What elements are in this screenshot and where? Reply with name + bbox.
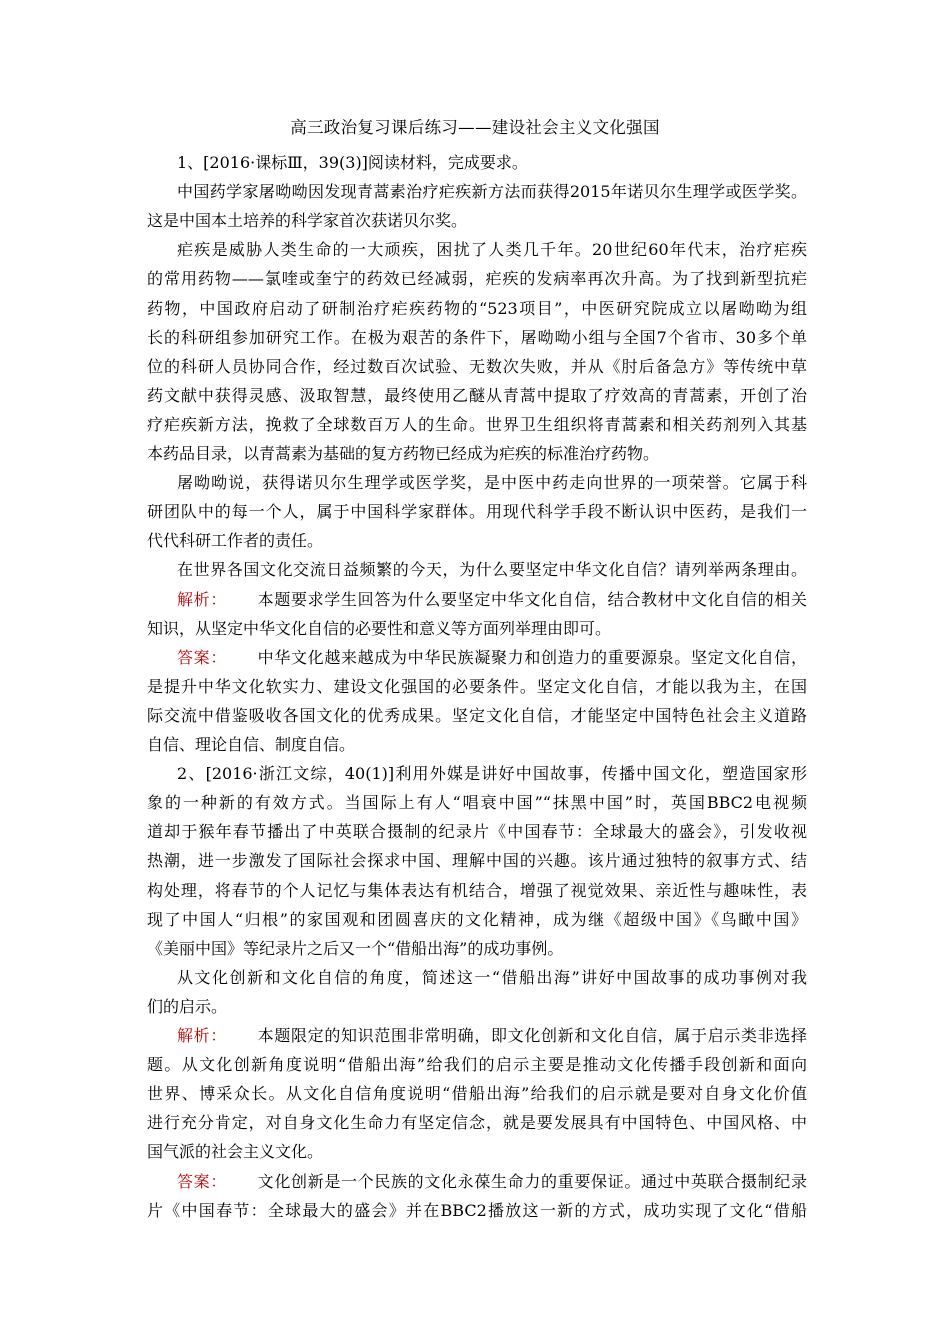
line-text: 本题限定的知识范围非常明确，即文化创新和文化自信，属于启示类非选择 [257,1026,807,1045]
text-line [177,148,807,177]
text-line [147,381,807,410]
text-line [147,1108,807,1137]
text-line [147,264,807,293]
line-text: 在世界各国文化交流日益频繁的今天，为什么要坚定中华文化自信？请列举两条理由。 [177,560,807,580]
line-text: 题。从文化创新角度说明“借船出海”给我们的启示主要是推动文化传播手段创新和面向 [147,1055,807,1075]
text-line [177,1021,807,1050]
text-line [147,701,807,730]
line-text: 文化创新是一个民族的文化永葆生命力的重要保证。通过中英联合摄制纪录 [257,1171,807,1191]
answer-label: 解析： [177,589,227,609]
line-text: 热潮，进一步激发了国际社会探求中国、理解中国的兴趣。该片通过独特的叙事方式、结 [147,851,807,871]
text-line [147,323,807,352]
text-line [147,672,807,701]
line-text: 的常用药物——氯喹或奎宁的药效已经减弱，疟疾的发病率再次升高。为了找到新型抗疟 [147,269,807,289]
line-text: 国气派的社会主义文化。 [147,1142,324,1162]
line-text: 这是中国本土培养的科学家首次获诺贝尔奖。 [147,211,468,231]
text-line [147,439,807,468]
text-line [147,934,807,963]
text-line [177,1167,807,1196]
text-line [147,497,807,526]
text-line [147,817,807,846]
text-line [147,905,807,934]
line-text: 是提升中华文化软实力、建设文化强国的必要条件。坚定文化自信，才能以我为主，在国 [147,676,807,696]
line-text: 知识，从坚定中华文化自信的必要性和意义等方面列举理由即可。 [147,618,612,638]
text-line [177,468,807,497]
text-line [177,177,807,206]
text-line [147,410,807,439]
text-line [147,352,807,381]
text-line [177,643,807,672]
line-text: 本药品目录，以青蒿素为基础的复方药物已经成为疟疾的标准治疗药物。 [147,444,660,463]
line-text: 屠呦呦说，获得诺贝尔生理学或医学奖，是中医中药走向世界的一项荣誉。它属于科 [177,473,807,493]
text-line [177,555,807,584]
answer-label: 答案： [177,1171,227,1191]
text-line [177,235,807,264]
line-text: 长的科研组参加研究工作。在极为艰苦的条件下，屠呦呦小组与全国7个省市、30多个单 [147,327,807,347]
line-text: 构处理，将春节的个人记忆与集体表达有机结合，增强了视觉效果、亲近性与趣味性，表 [147,880,807,900]
answer-label: 答案： [177,647,227,667]
line-text: 代代科研工作者的责任。 [147,531,324,551]
text-line [147,876,807,905]
line-text: 从文化创新和文化自信的角度，简述这一“借船出海”讲好中国故事的成功事例对我 [177,967,807,987]
line-text: 药文献中获得灵感、汲取智慧，最终使用乙醚从青蒿中提取了疗效高的青蒿素，开创了治 [147,385,807,405]
line-text: 世界、博采众长。从文化自信角度说明“借船出海”给我们的启示就是要对自身文化价值 [147,1084,807,1104]
text-line [147,526,807,555]
line-text: 际交流中借鉴吸收各国文化的优秀成果。坚定文化自信，才能坚定中国特色社会主义道路 [147,705,807,725]
line-text: 进行充分肯定，对自身文化生命力有坚定信念，就是要发展具有中国特色、中国风格、中 [147,1113,807,1133]
text-line [147,614,807,643]
line-text: 疟疾是威胁人类生命的一大顽疾，困扰了人类几千年。20世纪60年代末，治疗疟疾 [177,240,807,260]
text-line [147,294,807,323]
line-text: 2、[2016·浙江文综，40(1)]利用外媒是讲好中国故事，传播中国文化，塑造国家形 [177,764,807,784]
line-text: 研团队中的每一个人，属于中国科学家群体。用现代科学手段不断认识中医药，是我们一 [147,502,807,522]
line-text: 1、[2016·课标Ⅲ，39(3)]阅读材料，完成要求。 [177,153,528,172]
line-text: 药物，中国政府启动了研制治疗疟疾药物的“523项目”，中医研究院成立以屠呦呦为组 [147,298,807,318]
line-text: 位的科研人员协同合作，经过数百次试验、无数次失败，并从《肘后备急方》等传统中草 [147,356,807,376]
line-text: 道却于猴年春节播出了中英联合摄制的纪录片《中国春节：全球最大的盛会》，引发收视 [147,822,807,842]
line-text: 《美丽中国》等纪录片之后又一个“借船出海”的成功事例。 [147,938,564,958]
line-text: 疗疟疾新方法，挽救了全球数百万人的生命。世界卫生组织将青蒿素和相关药剂列入其基 [147,414,807,434]
line-text: 中国药学家屠呦呦因发现青蒿素治疗疟疾新方法而获得2015年诺贝尔生理学或医学奖。 [177,182,807,202]
text-line [177,963,807,992]
answer-label: 解析： [177,1026,227,1045]
text-line [147,788,807,817]
text-line [177,759,807,788]
document-title: 高三政治复习课后练习——建设社会主义文化强国 [290,118,660,137]
text-line [147,846,807,875]
text-line [177,585,807,614]
text-line [147,1196,807,1225]
line-text: 们的启示。 [147,996,228,1016]
line-text: 自信、理论自信、制度自信。 [147,735,356,754]
text-line [147,1050,807,1079]
line-text: 片《中国春节：全球最大的盛会》并在BBC2播放这一新的方式，成功实现了文化“借船 [147,1200,807,1220]
text-line [147,206,807,235]
text-line [147,1079,807,1108]
line-text: 本题要求学生回答为什么要坚定中华文化自信，结合教材中文化自信的相关 [257,589,807,609]
text-line [147,1137,807,1166]
line-text: 象的一种新的有效方式。当国际上有人“唱衰中国”“抹黑中国”时，英国BBC2电视频 [147,793,807,813]
text-line [147,992,807,1021]
line-text: 现了中国人“归根”的家国观和团圆喜庆的文化精神，成为继《超级中国》《鸟瞰中国》 [147,909,807,929]
text-line [147,730,807,759]
line-text: 中华文化越来越成为中华民族凝聚力和创造力的重要源泉。坚定文化自信， [257,647,807,667]
